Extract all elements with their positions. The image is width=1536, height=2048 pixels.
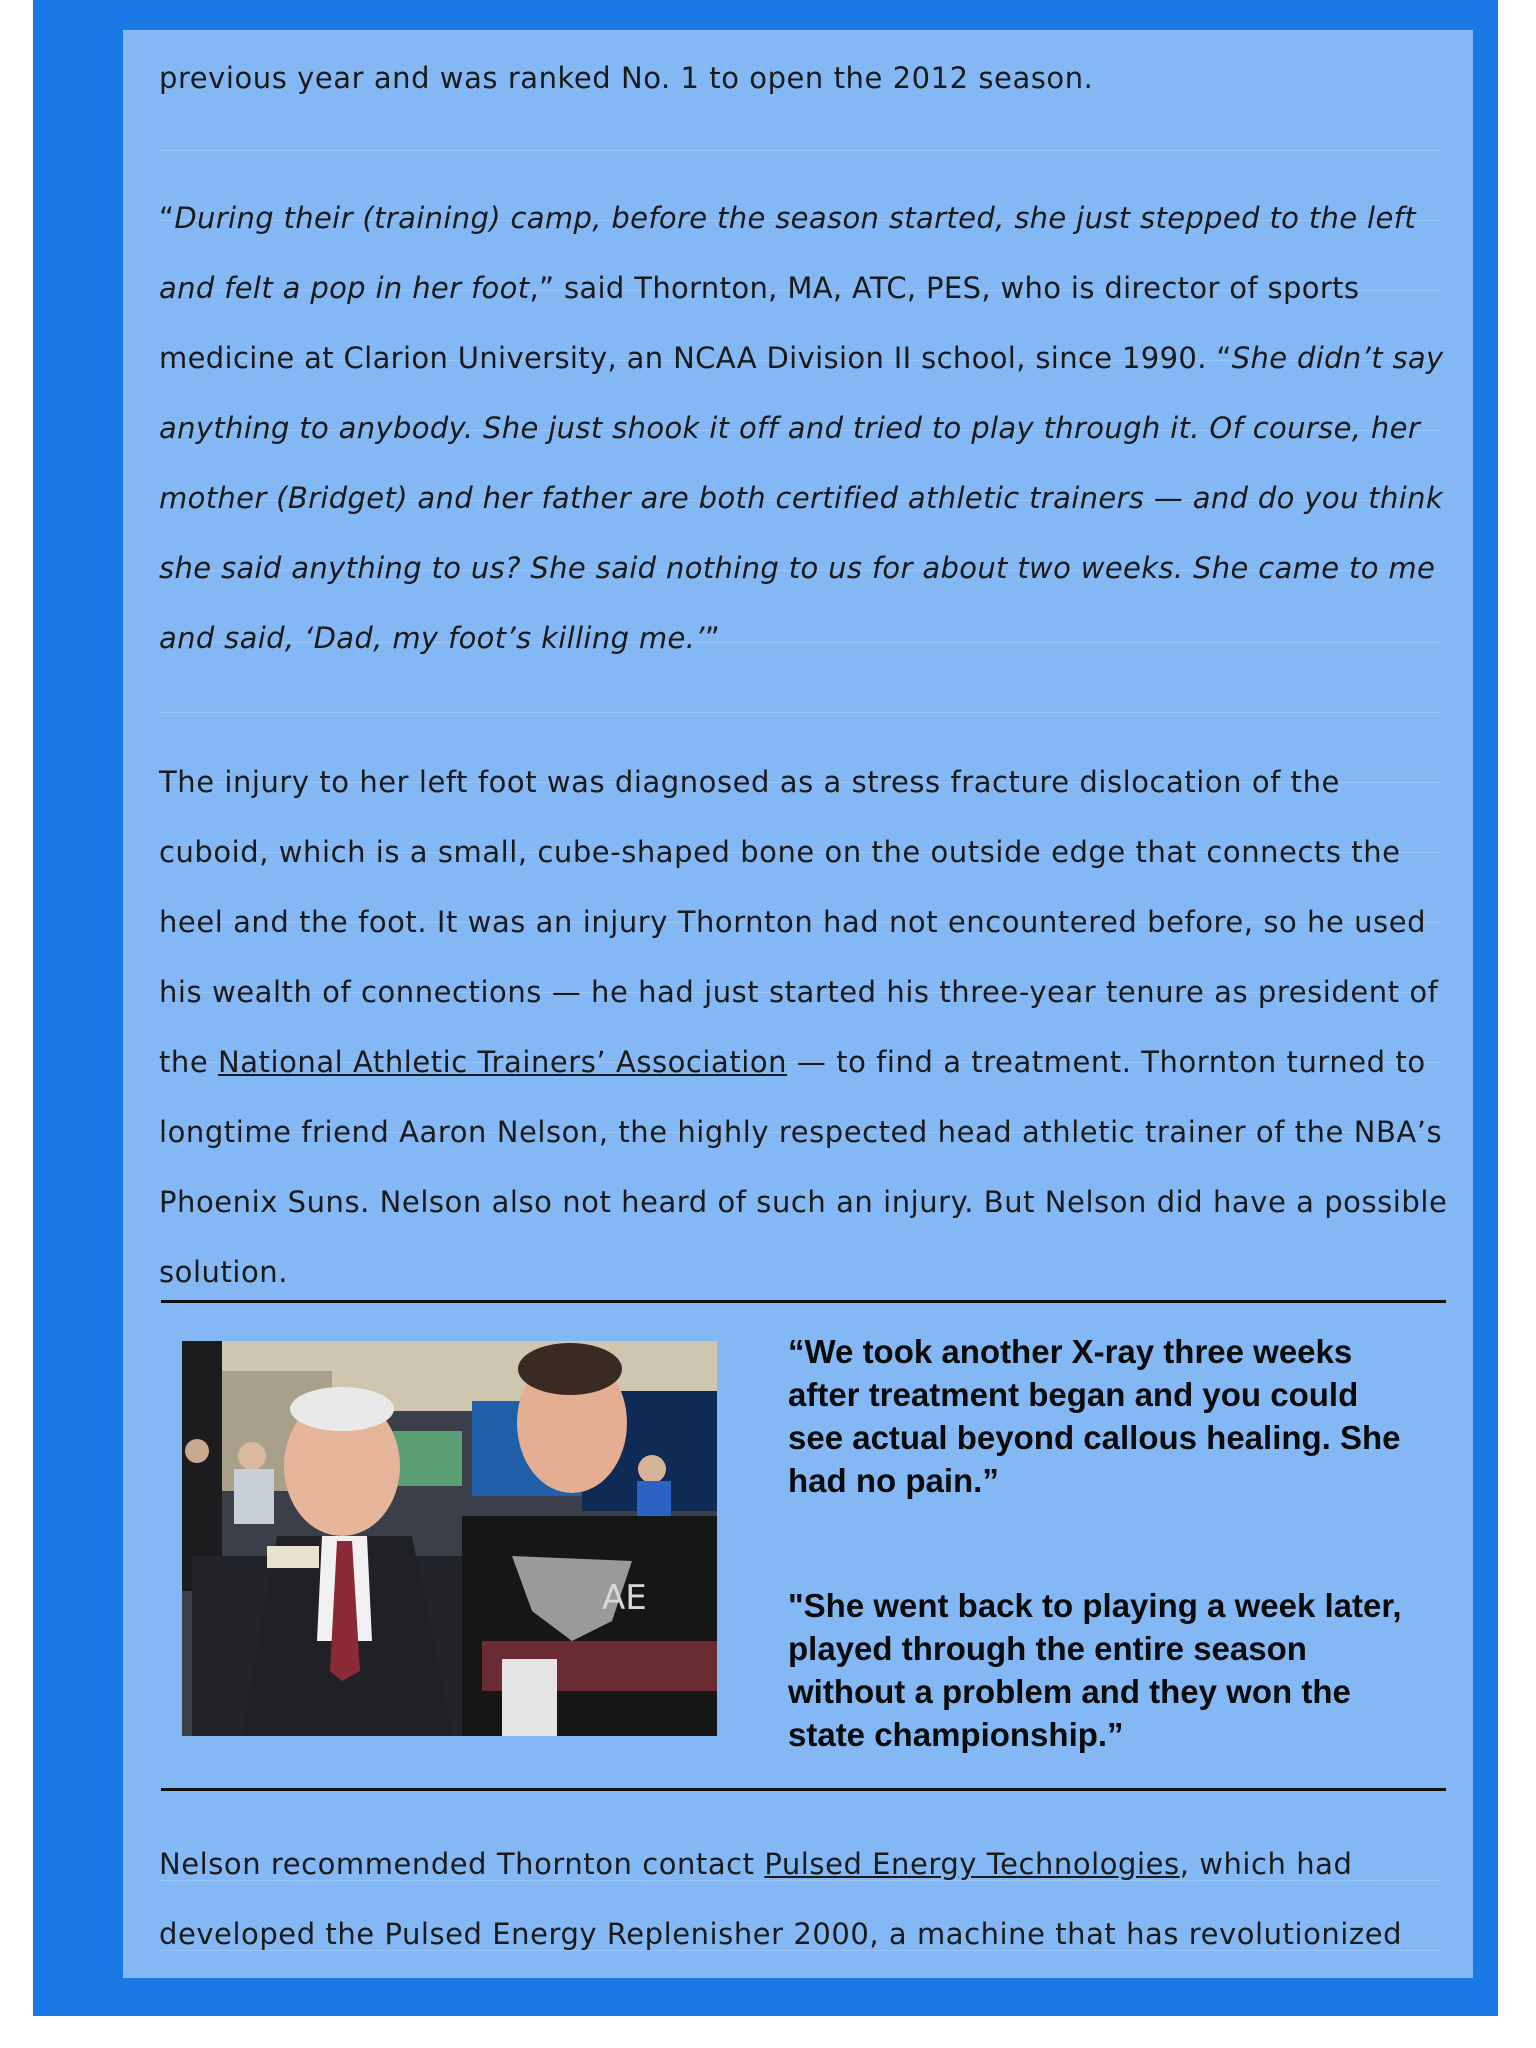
body-text: the bbox=[159, 1045, 219, 1079]
quote-mark: ” bbox=[704, 621, 721, 655]
photo-illustration bbox=[182, 1341, 717, 1736]
paragraph-line: previous year and was ranked No. 1 to open the 2012 season. bbox=[159, 61, 1094, 95]
quote-text: During their (training) camp, before the season started, she just stepped to the left bbox=[174, 201, 1416, 235]
paragraph-line: Phoenix Suns. Nelson also not heard of such an injury. But Nelson did have a possible bbox=[159, 1185, 1448, 1219]
quote-mark: “ bbox=[159, 201, 175, 235]
paragraph-line: The injury to her left foot was diagnosed as a stress fracture dislocation of the bbox=[159, 765, 1340, 799]
paragraph-line bbox=[159, 200, 1441, 236]
paragraph-line bbox=[159, 270, 1441, 306]
quote-text: and felt a pop in her foot bbox=[159, 271, 530, 305]
quote-text: anything to anybody. She just shook it off and tried to play through it. Of course, her bbox=[159, 411, 1421, 445]
quote-text: mother (Bridget) and her father are both certified athletic trainers — and do you think bbox=[159, 481, 1443, 515]
paragraph-line: heel and the foot. It was an injury Thornton had not encountered before, so he used bbox=[159, 905, 1427, 939]
pull-quote-line: see actual beyond callous healing. She bbox=[788, 1419, 1401, 1456]
callout-bottom-rule bbox=[161, 1788, 1446, 1791]
quote-text: She didn’t say bbox=[1231, 341, 1444, 375]
paragraph-line bbox=[159, 410, 1441, 446]
paragraph-line: his wealth of connections — he had just started his three-year tenure as president of bbox=[159, 975, 1439, 1009]
pull-quote-line: without a problem and they won the bbox=[788, 1673, 1351, 1710]
body-text: Nelson recommended Thornton contact bbox=[159, 1847, 765, 1881]
body-text: , which had bbox=[1179, 1847, 1353, 1881]
pull-quote-line: played through the entire season bbox=[788, 1630, 1307, 1667]
pull-quote-line: “We took another X-ray three weeks bbox=[788, 1333, 1353, 1370]
quote-text: and said, ‘Dad, my foot’s killing me.’ bbox=[159, 621, 705, 655]
pulsed-energy-link[interactable]: Pulsed Energy Technologies bbox=[764, 1847, 1180, 1881]
pull-quote-line: had no pain.” bbox=[788, 1462, 999, 1499]
page-frame bbox=[33, 0, 1498, 2016]
paragraph-line bbox=[159, 340, 1444, 376]
shirt-lettering: AE bbox=[602, 1578, 647, 1618]
paragraph-line bbox=[159, 550, 1441, 586]
body-text: medicine at Clarion University, an NCAA Division II school, since 1990. “ bbox=[159, 341, 1232, 375]
pull-quote-xray bbox=[788, 1330, 1448, 1502]
paragraph-line: longtime friend Aaron Nelson, the highly respected head athletic trainer of the NBA’s bbox=[159, 1115, 1443, 1149]
pull-quote-championship bbox=[788, 1584, 1448, 1756]
pull-quote-line: "She went back to playing a week later, bbox=[788, 1587, 1402, 1624]
article-panel bbox=[123, 30, 1473, 1978]
attribution-text: ,” said Thornton, MA, ATC, PES, who is director of sports bbox=[529, 271, 1360, 305]
pull-quote-line: state championship.” bbox=[788, 1716, 1124, 1753]
paragraph-line: developed the Pulsed Energy Replenisher 2000, a machine that has revolutionized bbox=[159, 1917, 1403, 1951]
event-photo bbox=[182, 1341, 717, 1736]
paragraph-line bbox=[159, 1044, 1441, 1080]
paragraph-line bbox=[159, 620, 1441, 656]
paragraph-line: solution. bbox=[159, 1255, 289, 1289]
nata-link[interactable]: National Athletic Trainers’ Association bbox=[218, 1045, 788, 1079]
callout-top-rule bbox=[161, 1300, 1446, 1303]
paragraph-line bbox=[159, 480, 1441, 516]
paragraph-line: cuboid, which is a small, cube-shaped bone on the outside edge that connects the bbox=[159, 835, 1401, 869]
quote-text: she said anything to us? She said nothing to us for about two weeks. She came to me bbox=[159, 551, 1436, 585]
pull-quote-line: after treatment began and you could bbox=[788, 1376, 1359, 1413]
paragraph-line bbox=[159, 1846, 1441, 1882]
body-text: — to find a treatment. Thornton turned to bbox=[787, 1045, 1426, 1079]
